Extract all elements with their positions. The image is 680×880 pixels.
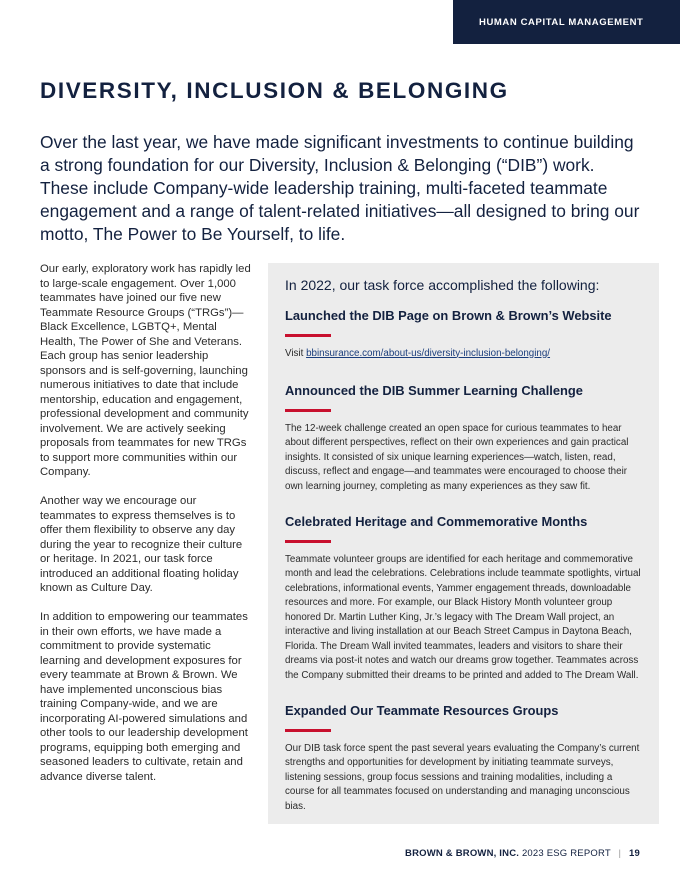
section-header-bar: [453, 0, 680, 44]
panel-intro: In 2022, our task force accomplished the following:: [285, 277, 600, 293]
section-heading: Announced the DIB Summer Learning Challenge: [285, 383, 583, 398]
intro-paragraph: Over the last year, we have made significant investments to continue building a strong foundation for our Diversity, Inclusion & Belonging (“DIB”) work. These include Company-wide leadership training, multi-faceted teammate engagement and a range of talent-related initiatives—all designed to bring our motto, The Power to Be Yourself, to life.: [40, 132, 640, 244]
section-divider: [285, 409, 331, 412]
dib-website-link[interactable]: bbinsurance.com/about-us/diversity-inclusion-belonging/: [306, 347, 551, 359]
section-heading: Expanded Our Teammate Resources Groups: [285, 703, 559, 718]
section-body: [285, 347, 641, 362]
section-divider: [285, 334, 331, 337]
section-summer-learning: [285, 383, 641, 494]
left-paragraph-1: Our early, exploratory work has rapidly led to large-scale engagement. Over 1,000 teammates have joined our five new Teammate Resource Groups (“TRGs”)—Black Excellence, LGBTQ+, Mental Health, The Power of She and Veterans. Each group has senior leadership sponsors and is self-governing, launching numerous initiatives to date that include mentorship, education and engagement, professional development and community involvement. We are actively seeking proposals from teammates for new TRGs to support more communities within our Company.: [40, 263, 251, 478]
left-paragraph-2: Another way we encourage our teammates to express themselves is to offer them flexibility to observe any day during the year to recognize their culture or heritage. In 2021, our task force introduced an additional floating holiday known as Culture Day.: [40, 495, 243, 594]
page-number: 19: [629, 848, 640, 859]
link-prefix: Visit: [285, 347, 307, 359]
footer-report: 2023 ESG REPORT: [521, 848, 611, 859]
section-dib-page: [285, 308, 641, 361]
section-heading: Celebrated Heritage and Commemorative Months: [285, 514, 588, 529]
section-body: Our DIB task force spent the past several years evaluating the Company’s current strengths and opportunities for development by initiating teammate surveys, listening sessions, group focus sessions and training modalities, including a course for all teammates focused on understanding and managing unconscious bias.: [285, 742, 640, 812]
footer-company: BROWN & BROWN, INC.: [405, 848, 520, 859]
section-heritage-months: [285, 514, 641, 683]
left-column: [40, 262, 252, 799]
section-label: HUMAN CAPITAL MANAGEMENT: [479, 16, 644, 28]
page-title: DIVERSITY, INCLUSION & BELONGING: [40, 78, 509, 103]
section-divider: [285, 729, 331, 732]
section-resource-groups: [285, 703, 641, 814]
section-heading: Launched the DIB Page on Brown & Brown’s Website: [285, 308, 612, 323]
page-footer: [405, 848, 640, 859]
footer-separator: |: [618, 848, 622, 859]
accomplishments-panel: [268, 263, 659, 824]
section-body: Teammate volunteer groups are identified for each heritage and commemorative month and lead the celebrations. Celebrations include teammate spotlights, virtual celebrations, informational events, Yammer engagement threads, downloadable resources and more. For example, our Black History Month volunteer group honored Dr. Martin Luther King, Jr.’s legacy with The Dream Wall project, an interactive and living installation at our Beach Street Campus in Daytona Beach, Florida. The Dream Wall invited teammates, leaders and visitors to share their dreams via post-it notes and watch our dreams grow together. Teammates across the Company submitted their dreams to be printed and added to The Dream Wall.: [285, 553, 641, 681]
section-body: The 12-week challenge created an open space for curious teammates to hear about different perspectives, reflect on their own experiences and gain practical insights. It consisted of six unique learning experiences—watch, listen, read, discuss, reflect and engage—and teammates were encouraged to choose their own learning journey, completing as many experiences as they saw fit.: [285, 422, 629, 492]
section-divider: [285, 540, 331, 543]
left-paragraph-3: In addition to empowering our teammates in their own efforts, we have made a commitment to provide systematic learning and development exposures for every teammate at Brown & Brown. We have implemented unconscious bias training Company-wide, and we are incorporating AI-powered simulations and other tools to our leadership development programs, equipping both emerging and seasoned leaders to cultivate, retain and advance diverse talent.: [40, 611, 248, 783]
